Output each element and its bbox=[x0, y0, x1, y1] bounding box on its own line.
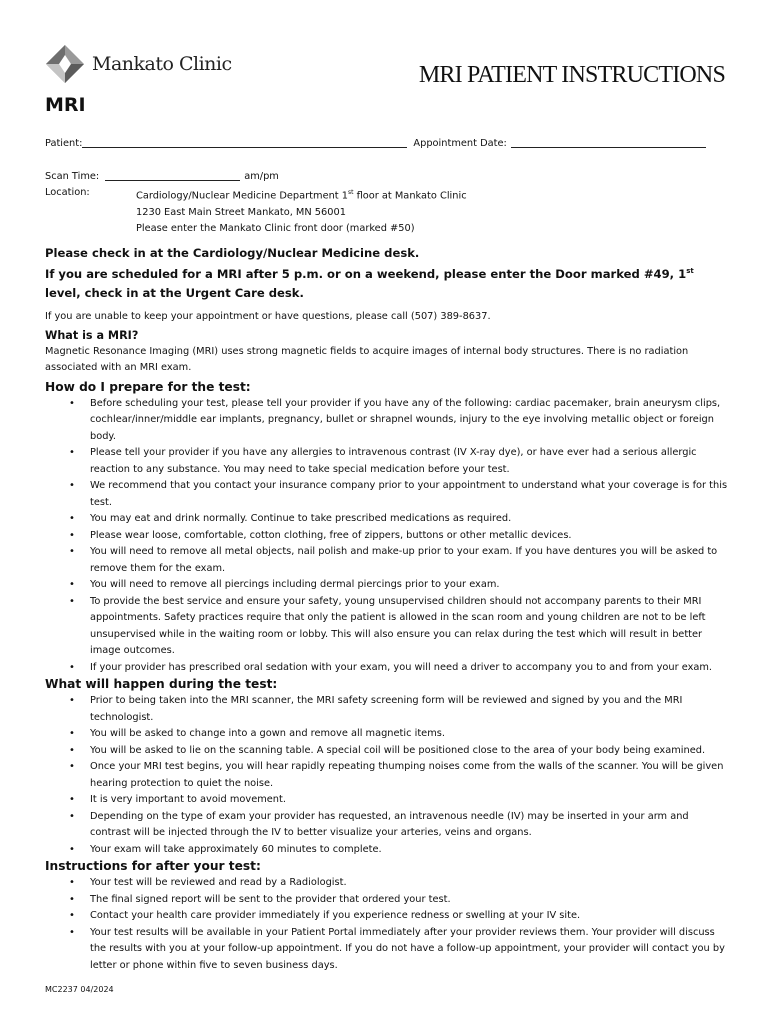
document-title: MRI PATIENT INSTRUCTIONS bbox=[418, 62, 725, 88]
location-line-3: Please enter the Mankato Clinic front door (marked #50) bbox=[136, 223, 415, 235]
location-line-1: Cardiology/Nuclear Medicine Department 1st floor at Mankato Clinic bbox=[136, 189, 467, 202]
list-item: • Depending on the type of exam your provider has requested, an intravenous needle (IV) may be inserted in your arm and contrast will be injected through the IV to better visualize your arteries, veins and organs. bbox=[90, 809, 730, 842]
patient-label: Patient: bbox=[45, 138, 83, 149]
scan-time-field[interactable] bbox=[105, 169, 240, 181]
list-item: • You will be asked to lie on the scanning table. A special coil will be positioned close to the area of your body being examined. bbox=[90, 743, 730, 760]
appointment-date-label: Appointment Date: bbox=[413, 138, 507, 149]
location-row bbox=[45, 185, 730, 238]
what-is-text: Magnetic Resonance Imaging (MRI) uses strong magnetic fields to acquire images of internal body structures. There is no radiation associated with an MRI exam. bbox=[45, 345, 689, 374]
document-body bbox=[45, 136, 730, 974]
during-heading: What will happen during the test: bbox=[45, 677, 278, 692]
section-title: MRI bbox=[45, 94, 86, 116]
checkin-line-1: Please check in at the Cardiology/Nuclear Medicine desk. bbox=[45, 245, 420, 260]
list-item: • Your exam will take approximately 60 minutes to complete. bbox=[90, 842, 730, 859]
list-item: • Prior to being taken into the MRI scanner, the MRI safety screening form will be reviewed and signed by you and the MRI technologist. bbox=[90, 693, 730, 726]
list-item: • Please wear loose, comfortable, cotton clothing, free of zippers, buttons or other metallic devices. bbox=[90, 528, 730, 545]
list-item: • You may eat and drink normally. Continue to take prescribed medications as required. bbox=[90, 511, 730, 528]
list-item: • To provide the best service and ensure your safety, young unsupervised children should not accompany parents to their MRI appointments. Safety practices require that only the patient is allowed in the scan room and young children are not to be left unsupervised while in the waiting room or lobby. This will also ensure you can relax during the test which will result in better image outcomes. bbox=[90, 594, 730, 660]
appointment-date-field[interactable] bbox=[511, 136, 706, 148]
list-item: • Your test will be reviewed and read by a Radiologist. bbox=[90, 875, 730, 892]
patient-row bbox=[45, 136, 730, 153]
after-heading: Instructions for after your test: bbox=[45, 859, 261, 874]
checkin-instructions bbox=[45, 244, 730, 302]
clinic-logo-icon bbox=[45, 44, 85, 84]
clinic-logo bbox=[45, 44, 232, 84]
logo-text: Mankato Clinic bbox=[92, 53, 232, 75]
scan-time-row bbox=[45, 169, 730, 186]
after-list bbox=[45, 875, 730, 974]
what-is-heading: What is a MRI? bbox=[45, 328, 139, 342]
location-details bbox=[136, 185, 467, 238]
scan-time-label: Scan Time: bbox=[45, 170, 100, 182]
form-code: MC2237 04/2024 bbox=[45, 985, 114, 994]
location-line-2: 1230 East Main Street Mankato, MN 56001 bbox=[136, 206, 346, 218]
list-item: • We recommend that you contact your insurance company prior to your appointment to understand what your coverage is for this test. bbox=[90, 478, 730, 511]
list-item: • Your test results will be available in your Patient Portal immediately after your provider reviews them. Your provider will discuss the results with you at your follow-up appointment. If you do not have a follow-up appointment, your provider will contact you by letter or phone within five to seven business days. bbox=[90, 925, 730, 975]
checkin-line-2: If you are scheduled for a MRI after 5 p.m. or on a weekend, please enter the Door marked #49, 1st level, check in at the Urgent Care desk. bbox=[45, 267, 694, 300]
header bbox=[45, 44, 725, 94]
list-item: • You will need to remove all metal objects, nail polish and make-up prior to your exam. If you have dentures you will be asked to remove them for the exam. bbox=[90, 544, 730, 577]
location-label: Location: bbox=[45, 187, 90, 198]
prepare-heading: How do I prepare for the test: bbox=[45, 379, 251, 394]
list-item: • You will need to remove all piercings including dermal piercings prior to your exam. bbox=[90, 577, 730, 594]
list-item: • You will be asked to change into a gown and remove all magnetic items. bbox=[90, 726, 730, 743]
prepare-list bbox=[45, 396, 730, 677]
list-item: • Once your MRI test begins, you will hear rapidly repeating thumping noises come from the walls of the scanner. You will be given hearing protection to quiet the noise. bbox=[90, 759, 730, 792]
list-item: • Before scheduling your test, please tell your provider if you have any of the following: cardiac pacemaker, brain aneurysm clips, cochlear/inner/middle ear implants, pregnancy, bullet or shrapnel wounds, injury to the eye involving metallic object or foreign body. bbox=[90, 396, 730, 446]
list-item: • Please tell your provider if you have any allergies to intravenous contrast (IV X-ray dye), or have ever had a serious allergic reaction to any substance. You may need to take special medication before your test. bbox=[90, 445, 730, 478]
list-item: • It is very important to avoid movement. bbox=[90, 792, 730, 809]
list-item: • The final signed report will be sent to the provider that ordered your test. bbox=[90, 892, 730, 909]
contact-note: If you are unable to keep your appointment or have questions, please call (507) 389-8637. bbox=[45, 311, 491, 323]
during-list bbox=[45, 693, 730, 858]
list-item: • If your provider has prescribed oral sedation with your exam, you will need a driver to accompany you to and from your exam. bbox=[90, 660, 730, 677]
scan-time-suffix: am/pm bbox=[244, 170, 279, 182]
list-item: • Contact your health care provider immediately if you experience redness or swelling at your IV site. bbox=[90, 908, 730, 925]
patient-field[interactable] bbox=[82, 136, 407, 148]
